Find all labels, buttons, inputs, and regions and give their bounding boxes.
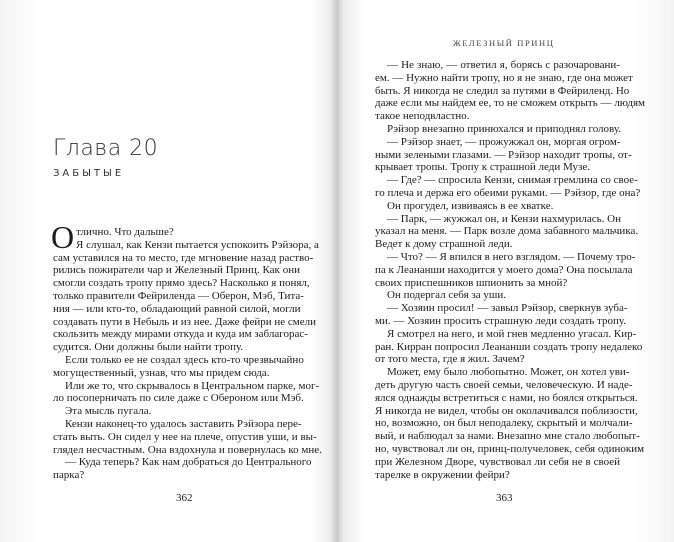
text-line: рились пожиратели чар и Железный Принц. Как они bbox=[53, 264, 300, 277]
paragraph bbox=[375, 212, 639, 251]
paragraph bbox=[375, 174, 641, 200]
paragraph bbox=[375, 200, 620, 213]
running-head: ЖЕЛЕЗНЫЙ ПРИНЦ bbox=[453, 38, 555, 48]
paragraph bbox=[375, 59, 645, 123]
text-line: даже если мы найдем ее, то не сможем открыть — людям bbox=[375, 97, 645, 110]
text-line: быть. Я никогда не следил за путями в Фейриленд. Но bbox=[375, 84, 630, 97]
paragraph bbox=[375, 366, 645, 481]
page-number-right: 363 bbox=[496, 492, 513, 504]
text-line: Рэйзор внезапно принюхался и приподнял голову. bbox=[387, 122, 622, 135]
paragraph bbox=[53, 456, 312, 482]
text-line: при Железном Дворе, чувствовал ли себя не в своей bbox=[375, 455, 620, 468]
text-line: указал на меня. — Парк возле дома забавного мальчика. bbox=[375, 225, 639, 238]
text-line: глядел несчастным. Она вздохнула и повернулась ко мне. bbox=[53, 443, 322, 456]
text-line: Ведет к дому страшной леди. bbox=[375, 238, 513, 251]
text-line: деть другую часть своей семьи, человеческую. И наде- bbox=[375, 378, 633, 391]
right-page bbox=[337, 0, 674, 542]
text-line: ми. — Хозяин просить страшную леди создать тропу. bbox=[375, 314, 627, 327]
paragraph bbox=[53, 226, 300, 239]
text-line: своих приспешников шпионить за мной? bbox=[375, 276, 568, 289]
text-line: смогли создать тропу прямо здесь? Насколько я понял, bbox=[53, 277, 310, 290]
text-line: ными зелеными глазами. — Рэйзор находит тропы, от- bbox=[375, 148, 632, 161]
right-page-text bbox=[375, 59, 645, 481]
left-page-text bbox=[53, 226, 322, 482]
text-line: — Рэйзор знает, — прожужжал он, моргая огром- bbox=[387, 135, 621, 148]
paragraph bbox=[53, 405, 300, 418]
text-line: — Куда теперь? Как нам добраться до Центрального bbox=[65, 456, 312, 469]
text-line: ния — или кто-то, обладающий равной силой, могли bbox=[53, 302, 301, 315]
text-line: — Хозяин просил! — завыл Рэйзор, сверкнув зуба- bbox=[387, 302, 628, 315]
paragraph bbox=[375, 302, 628, 328]
text-line: но, возможно, он был неподалеку, скрытый и молчали- bbox=[375, 417, 633, 430]
paragraph bbox=[375, 123, 620, 136]
text-line: Кензи наконец-то удалось заставить Рэйзора пере- bbox=[65, 417, 302, 430]
text-line: такое неподвластно. bbox=[375, 110, 470, 123]
text-line: ран. Кирран попросил Леананши создать тропу недалеко bbox=[375, 340, 643, 353]
text-line: создавать пути в Небыль и из нее. Даже фейри не смели bbox=[53, 315, 316, 328]
text-line: тлично. Что дальше? bbox=[76, 226, 174, 238]
text-line: го плеча и держа его обеими руками. — Рэйзор, где она? bbox=[375, 186, 641, 199]
text-line: могущественный, узнав, что мы придем сюда. bbox=[53, 366, 270, 379]
chapter-subtitle: ЗАБЫТЫЕ bbox=[53, 168, 125, 179]
paragraph bbox=[53, 353, 304, 380]
paragraph bbox=[53, 379, 320, 406]
text-line: Я смотрел на него, и мой гнев медленно угасал. Кир- bbox=[387, 327, 637, 340]
paragraph bbox=[375, 289, 620, 302]
text-line: Эта мысль пугала. bbox=[65, 405, 152, 418]
text-line: Или же то, что скрывалось в Центральном парке, мог- bbox=[65, 379, 320, 392]
page-number-left: 362 bbox=[176, 492, 193, 504]
text-line: Он подергал себя за уши. bbox=[387, 289, 506, 302]
text-line: — Где? — спросила Кензи, снимая гремлина со свое- bbox=[387, 174, 638, 187]
paragraph bbox=[53, 417, 322, 456]
text-line: парка? bbox=[53, 469, 85, 482]
text-line: Я слушал, как Кензи пытается успокоить Рэйзора, а bbox=[76, 238, 319, 251]
text-line: но, чувствовал ли он, принц-получеловек, себя одиноким bbox=[375, 442, 645, 455]
paragraph bbox=[375, 250, 636, 289]
text-line: Может, ему было любопытно. Может, он хотел уви- bbox=[387, 366, 630, 379]
text-line: — Не знаю, — ответил я, борясь с разочаровани- bbox=[387, 59, 620, 71]
text-line: Он прогудел, извиваясь в ее хватке. bbox=[387, 199, 554, 212]
text-line: ло посоперничать по силе даже с Обероном или Мэб. bbox=[53, 392, 304, 405]
text-line: от того места, где я жил. Зачем? bbox=[375, 353, 525, 366]
paragraph bbox=[375, 327, 643, 366]
text-line: — Что? — Я впился в него взглядом. — Почему тро- bbox=[387, 250, 636, 263]
text-line: — Парк, — жужжал он, и Кензи нахмурилась. Он bbox=[387, 212, 621, 225]
text-line: только правители Фейриленда — Оберон, Мэб, Тита- bbox=[53, 289, 304, 302]
drop-cap: О bbox=[51, 219, 75, 255]
text-line: тарелке в окружении фейри? bbox=[375, 468, 510, 481]
paragraph bbox=[375, 135, 632, 174]
text-line: Я никогда не видел, чтобы он околачивался поблизости, bbox=[375, 404, 638, 417]
text-line: судится. Они должны были найти тропу. bbox=[53, 341, 244, 354]
text-line: крывает тропы. Тропу к страшной леди Музе. bbox=[375, 161, 590, 174]
text-line: стать выть. Он сидел у нее на плече, опустив уши, и вы- bbox=[53, 430, 317, 443]
text-line: сам уставился на то место, где мгновение назад раство- bbox=[53, 251, 314, 264]
paragraph bbox=[53, 238, 319, 354]
text-line: Если только ее не создал здесь кто-то чрезвычайно bbox=[65, 353, 304, 366]
text-line: скользить между мирами откуда и куда им заблагорас- bbox=[53, 328, 308, 341]
text-line: ялся однажды встретиться с нами, но боялся открыться. bbox=[375, 391, 638, 404]
text-line: вый, и наблюдал за нами. Внезапно мне стало любопыт- bbox=[375, 430, 640, 443]
text-line: ем. — Нужно найти тропу, но я не знаю, где она может bbox=[375, 71, 633, 84]
text-line: па к Леананши находится у моего дома? Она посылала bbox=[375, 263, 633, 276]
chapter-title: Глава 20 bbox=[53, 136, 159, 161]
